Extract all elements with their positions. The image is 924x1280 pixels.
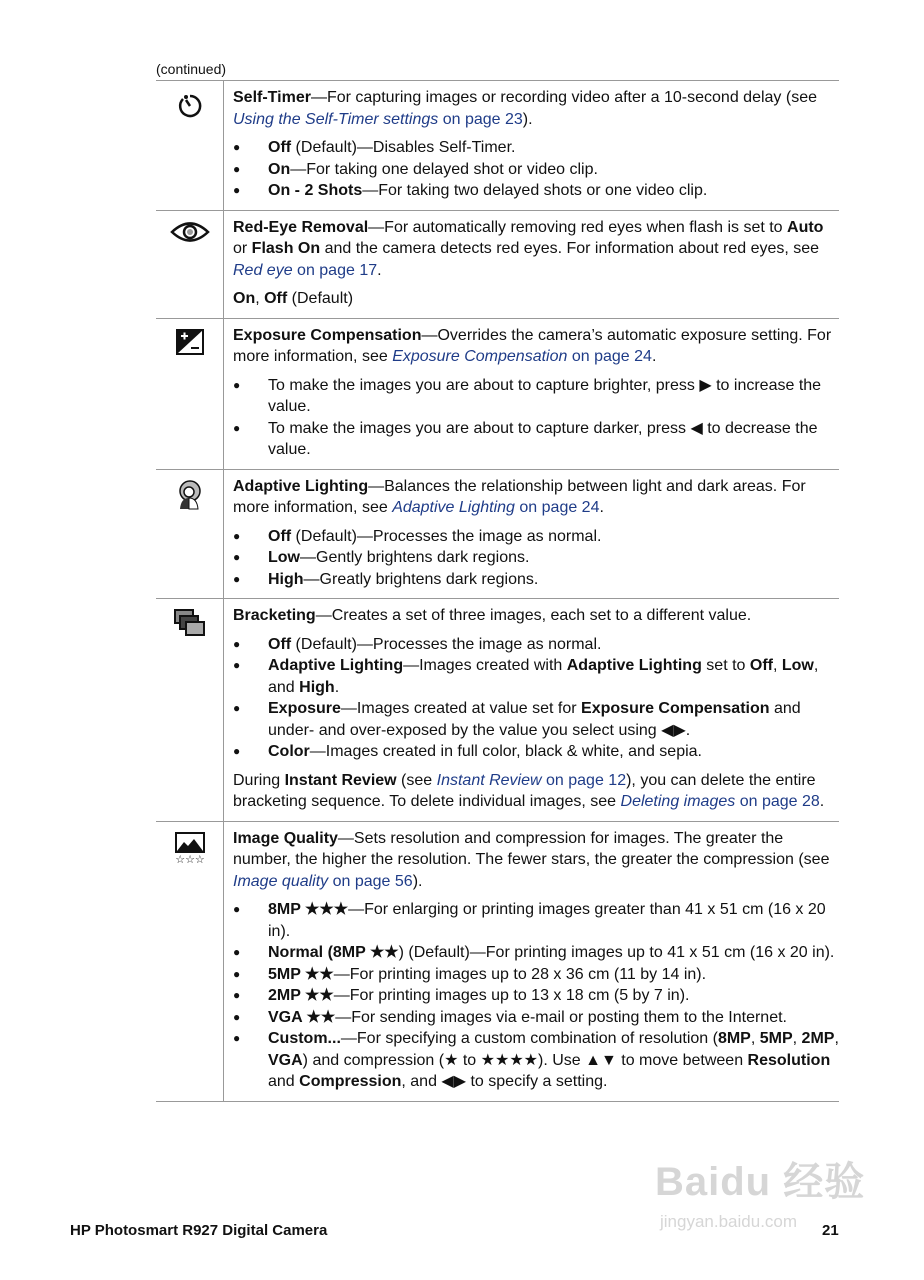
text: , xyxy=(792,1030,802,1047)
bold-text: Instant Review xyxy=(284,771,397,789)
adaptive-lighting-icon xyxy=(156,469,224,599)
text: —For taking one delayed shot or video clip. xyxy=(290,160,598,178)
text: —Sets resolution and compression for images. The greater the number, the higher the resolution. The fewer stars, the greater the compression (see xyxy=(233,829,830,868)
list-item xyxy=(233,547,839,569)
setting-description xyxy=(224,821,840,1101)
paragraph xyxy=(233,288,839,310)
text: . xyxy=(334,678,340,696)
list-item xyxy=(233,180,839,202)
text: —Balances the relationship between light and dark areas. For more information, see xyxy=(233,477,806,516)
bold-text: 5MP ★★ xyxy=(268,965,334,983)
text: , xyxy=(772,657,782,674)
bold-text: 8MP ★★★ xyxy=(268,901,349,918)
list-item xyxy=(233,964,839,986)
cross-reference-link[interactable]: on page 12 xyxy=(541,771,627,789)
continued-label: (continued) xyxy=(156,61,227,77)
bold-text: Low xyxy=(268,549,300,566)
list-item xyxy=(233,698,839,741)
text: ) (Default)—For printing images up to 41 x 51 cm (16 x 20 in). xyxy=(398,944,835,961)
paragraph xyxy=(233,87,839,130)
list-item xyxy=(233,1007,839,1029)
text: During xyxy=(233,771,285,789)
text: (Default)—Processes the image as normal. xyxy=(291,635,602,653)
cross-reference-link[interactable]: on page 24 xyxy=(514,499,600,516)
cross-reference-link[interactable]: on page 23 xyxy=(438,110,523,128)
text: —For capturing images or recording video after a 10-second delay (see xyxy=(310,89,817,106)
bold-text: Off xyxy=(268,635,292,653)
list-item xyxy=(233,1028,839,1093)
bold-text: Red-Eye Removal xyxy=(233,218,369,236)
page-number: 21 xyxy=(822,1222,839,1239)
cross-reference-link[interactable]: Image quality xyxy=(233,872,329,890)
cross-reference-link[interactable]: on page 24 xyxy=(567,348,652,365)
cross-reference-link[interactable]: Red eye xyxy=(233,261,293,279)
red-eye-icon xyxy=(156,210,224,318)
bullet-list xyxy=(233,137,839,202)
exposure-compensation-icon xyxy=(156,318,224,469)
bold-text: Exposure Compensation xyxy=(581,700,770,717)
text: and the camera detects red eyes. For information about red eyes, see xyxy=(320,240,820,257)
text: . xyxy=(599,499,604,516)
text: or xyxy=(233,240,252,257)
text: ), you can delete the entire bracketing sequence. To delete individual images, see xyxy=(233,771,816,810)
bold-text: Auto xyxy=(787,218,824,236)
text: —For automatically removing red eyes when flash is set to xyxy=(368,218,788,236)
watermark-url: jingyan.baidu.com xyxy=(660,1212,798,1231)
list-item xyxy=(233,137,839,159)
bullet-list xyxy=(233,526,839,591)
text: and xyxy=(268,1073,300,1090)
paragraph xyxy=(233,605,839,627)
bold-text: 2MP ★★ xyxy=(268,987,334,1004)
list-item xyxy=(233,526,839,548)
watermark-logo: Baidu 经验 xyxy=(655,1160,866,1204)
cross-reference-link[interactable]: Deleting images xyxy=(620,793,736,810)
bold-text: Image Quality xyxy=(233,829,338,847)
bold-text: Resolution xyxy=(747,1051,831,1069)
text: —Images created in full color, black & white, and sepia. xyxy=(309,743,702,760)
bold-text: Normal (8MP ★★ xyxy=(268,944,399,961)
setting-description xyxy=(224,318,840,469)
paragraph xyxy=(233,770,839,813)
bold-text: 2MP xyxy=(801,1030,835,1047)
bold-text: On xyxy=(268,160,291,178)
text: (Default)—Processes the image as normal. xyxy=(291,527,602,545)
bold-text: On - 2 Shots xyxy=(268,182,363,199)
text: , xyxy=(834,1030,839,1047)
paragraph xyxy=(233,828,839,893)
cross-reference-link[interactable]: on page 56 xyxy=(328,872,413,890)
cross-reference-link[interactable]: Instant Review xyxy=(436,771,542,789)
bold-text: On xyxy=(233,290,256,307)
list-item xyxy=(233,569,839,591)
cross-reference-link[interactable]: Adaptive Lighting xyxy=(392,499,515,516)
text: , and ◀▶ to specify a setting. xyxy=(401,1073,608,1090)
bold-text: Off xyxy=(264,290,288,307)
settings-table xyxy=(156,80,839,1102)
text: (see xyxy=(396,771,437,789)
text: —For specifying a custom combination of resolution ( xyxy=(340,1030,718,1047)
bullet-list xyxy=(233,634,839,763)
footer-title: HP Photosmart R927 Digital Camera xyxy=(70,1222,328,1239)
text: —For enlarging or printing images greater than 41 x 51 cm (16 x 20 in). xyxy=(268,901,826,940)
setting-row xyxy=(156,318,839,469)
bold-text: High xyxy=(299,678,335,696)
bold-text: Compression xyxy=(299,1073,402,1090)
text: ). xyxy=(522,110,533,128)
setting-description xyxy=(224,210,840,318)
bracketing-icon xyxy=(156,599,224,822)
text: . xyxy=(819,793,825,810)
text: —Creates a set of three images, each set to a different value. xyxy=(315,607,752,624)
text: (Default) xyxy=(287,290,354,307)
text: —Greatly brightens dark regions. xyxy=(303,570,539,588)
text: To make the images you are about to capture darker, press ◀ to decrease the value. xyxy=(268,419,818,458)
image-quality-icon xyxy=(156,821,224,1101)
text: , xyxy=(750,1030,760,1047)
setting-row xyxy=(156,599,839,822)
cross-reference-link[interactable]: Exposure Compensation xyxy=(392,348,568,365)
text: , and xyxy=(268,657,819,696)
bold-text: Off xyxy=(268,139,292,156)
bold-text: Exposure xyxy=(268,700,341,717)
text: (Default)—Disables Self-Timer. xyxy=(291,139,516,156)
text: —For printing images up to 13 x 18 cm (5 by 7 in). xyxy=(333,987,690,1004)
self-timer-icon xyxy=(156,81,224,211)
setting-row xyxy=(156,81,839,211)
text: —Overrides the camera’s automatic exposure setting. For more information, see xyxy=(233,326,832,365)
text: —For sending images via e-mail or posting them to the Internet. xyxy=(335,1008,787,1026)
bold-text: Color xyxy=(268,743,310,760)
text: To make the images you are about to capture brighter, press ▶ to increase the value. xyxy=(268,376,822,415)
setting-row xyxy=(156,469,839,599)
bold-text: Custom... xyxy=(268,1030,341,1047)
paragraph xyxy=(233,325,839,368)
cross-reference-link[interactable]: Using the Self-Timer settings xyxy=(233,110,439,128)
svg-text:☆☆☆: ☆☆☆ xyxy=(174,852,205,864)
bold-text: 8MP xyxy=(717,1030,751,1047)
bold-text: Exposure Compensation xyxy=(233,326,422,344)
list-item xyxy=(233,375,839,418)
bullet-list xyxy=(233,375,839,461)
bold-text: Low xyxy=(781,657,814,674)
text: —Gently brightens dark regions. xyxy=(300,549,530,566)
text: ) and compression (★ to ★★★★). Use ▲▼ to move between xyxy=(302,1051,748,1069)
list-item xyxy=(233,942,839,964)
text: —Images created with xyxy=(403,657,567,674)
bold-text: 5MP xyxy=(759,1030,793,1047)
bold-text: Off xyxy=(268,527,292,545)
list-item xyxy=(233,655,839,698)
list-item xyxy=(233,159,839,181)
bold-text: Adaptive Lighting xyxy=(233,477,369,495)
setting-row xyxy=(156,821,839,1101)
text: . xyxy=(651,348,657,365)
bold-text: Off xyxy=(749,657,773,674)
text: —For printing images up to 28 x 36 cm (11 by 14 in). xyxy=(333,965,707,983)
bold-text: High xyxy=(268,570,304,588)
list-item xyxy=(233,741,839,763)
list-item xyxy=(233,634,839,656)
text: —Images created at value set for xyxy=(340,700,582,717)
text: . xyxy=(377,261,382,279)
setting-row xyxy=(156,210,839,318)
text: set to xyxy=(701,657,750,674)
text: , xyxy=(255,290,265,307)
bold-text: VGA xyxy=(268,1051,303,1069)
cross-reference-link[interactable]: on page 28 xyxy=(735,793,820,810)
paragraph xyxy=(233,217,839,282)
text: and under- and over-exposed by the value you select using ◀▶. xyxy=(268,700,801,739)
setting-description xyxy=(224,469,840,599)
setting-description xyxy=(224,599,840,822)
cross-reference-link[interactable]: on page 17 xyxy=(292,261,378,279)
list-item xyxy=(233,985,839,1007)
setting-description xyxy=(224,81,840,211)
paragraph xyxy=(233,476,839,519)
text: ). xyxy=(412,872,423,890)
list-item xyxy=(233,418,839,461)
bold-text: Bracketing xyxy=(233,607,316,624)
bold-text: Self-Timer xyxy=(233,89,311,106)
list-item xyxy=(233,899,839,942)
bold-text: VGA ★★ xyxy=(268,1008,336,1026)
bold-text: Adaptive Lighting xyxy=(268,657,404,674)
bold-text: Flash On xyxy=(251,240,321,257)
text: —For taking two delayed shots or one video clip. xyxy=(362,182,708,199)
bullet-list xyxy=(233,899,839,1093)
bold-text: Adaptive Lighting xyxy=(566,657,702,674)
